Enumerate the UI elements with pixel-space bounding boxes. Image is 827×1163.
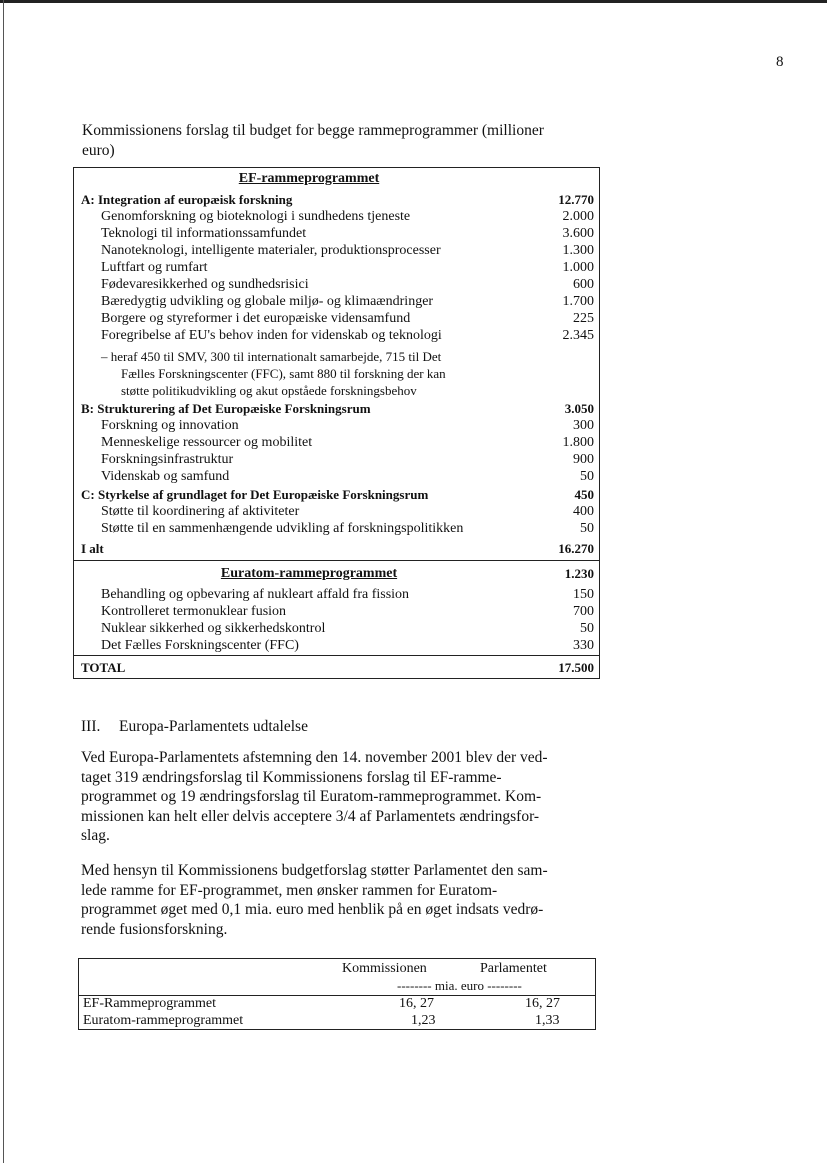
table-row: [74, 242, 599, 259]
row-value: 50: [580, 621, 594, 636]
row-label: Videnskab og samfund: [101, 469, 230, 484]
section-c-row: [74, 486, 599, 503]
paragraph-line: programmet øget med 0,1 mia. euro med henblik på en øget indsats vedrø-: [81, 901, 544, 918]
paragraph-line: Ved Europa-Parlamentets afstemning den 14. november 2001 blev der ved-: [81, 749, 548, 766]
unit-label: -------- mia. euro --------: [397, 978, 522, 993]
table-row: [74, 310, 599, 327]
row-value: 50: [580, 521, 594, 536]
ef-heading-row: [74, 170, 599, 187]
table-row: [74, 468, 599, 485]
section-b-label: B: Strukturering af Det Europæiske Forskningsrum: [81, 401, 371, 416]
total-label: TOTAL: [81, 660, 126, 675]
section-c-label: C: Styrkelse af grundlaget for Det Europæiske Forskningsrum: [81, 487, 429, 502]
row-value: 225: [573, 311, 594, 326]
table-row: [74, 208, 599, 225]
euratom-value: 1.230: [564, 566, 594, 581]
row-value: 2.345: [562, 328, 594, 343]
row-value: 2.000: [562, 209, 594, 224]
paragraph-budget: [81, 861, 586, 939]
table-row: [74, 637, 599, 654]
kommissionen-value: 1,23: [411, 1013, 436, 1028]
row-label: Euratom-rammeprogrammet: [83, 1013, 244, 1028]
total-value: 17.500: [558, 660, 594, 675]
budget-table: [73, 167, 600, 679]
row-value: 600: [573, 277, 594, 292]
row-label: Teknologi til informationssamfundet: [101, 226, 307, 241]
euratom-heading: Euratom-rammeprogrammet: [220, 566, 398, 581]
intro-line-2: euro): [82, 142, 115, 159]
row-label: Støtte til en sammenhængende udvikling af forskningspolitikken: [101, 521, 464, 536]
row-value: 1.800: [562, 435, 594, 450]
table-row: [74, 434, 599, 451]
row-label: EF-Rammeprogrammet: [83, 996, 216, 1011]
row-label: Fødevaresikkerhed og sundhedsrisici: [101, 277, 309, 292]
left-scan-border: [3, 0, 4, 1163]
ef-heading: EF-rammeprogrammet: [238, 171, 380, 186]
row-label: Foregribelse af EU's behov inden for videnskab og teknologi: [101, 328, 442, 343]
table-row: [74, 586, 599, 603]
table-divider: [74, 560, 599, 561]
parlamentet-value: 16, 27: [525, 996, 560, 1011]
table-row: [74, 327, 599, 344]
row-label: Menneskelige ressourcer og mobilitet: [101, 435, 313, 450]
row-label: Forskning og innovation: [101, 418, 239, 433]
parlamentet-value: 1,33: [535, 1013, 560, 1028]
top-scan-border: [0, 0, 827, 3]
note-line: støtte politikudvikling og akut opståede forskningsbehov: [121, 383, 417, 398]
row-value: 150: [573, 587, 594, 602]
row-value: 3.600: [562, 226, 594, 241]
row-label: Behandling og opbevaring af nukleart affald fra fission: [101, 587, 410, 602]
total-row: [74, 659, 599, 676]
table-divider: [74, 655, 599, 656]
row-value: 400: [573, 504, 594, 519]
row-value: 1.700: [562, 294, 594, 309]
section-b-row: [74, 400, 599, 417]
section-number: III.: [81, 718, 101, 735]
row-value: 900: [573, 452, 594, 467]
row-value: 330: [573, 638, 594, 653]
paragraph-line: programmet og 19 ændringsforslag til Euratom-rammeprogrammet. Kom-: [81, 788, 542, 805]
section-title: Europa-Parlamentets udtalelse: [119, 718, 308, 735]
table-row: [74, 451, 599, 468]
note-line: Fælles Forskningscenter (FFC), samt 880 til forskning der kan: [121, 366, 446, 381]
row-label: Bæredygtig udvikling og globale miljø- og klimaændringer: [101, 294, 434, 309]
paragraph-line: taget 319 ændringsforslag til Kommissionens forslag til EF-ramme-: [81, 768, 502, 786]
ialt-label: I alt: [81, 541, 104, 556]
table-row: [74, 417, 599, 434]
row-label: Nanoteknologi, intelligente materialer, produktionsprocesser: [101, 243, 441, 258]
section-b-value: 3.050: [564, 401, 594, 416]
paragraph-line: rende fusionsforskning.: [81, 920, 228, 938]
row-label: Genomforskning og bioteknologi i sundhedens tjeneste: [101, 209, 411, 224]
page-number: 8: [776, 54, 784, 70]
allocation-note: [101, 348, 521, 399]
row-label: Borgere og styreformer i det europæiske vidensamfund: [101, 311, 411, 326]
table-row: [74, 603, 599, 620]
section-a-label: A: Integration af europæisk forskning: [81, 192, 293, 207]
table-row: [74, 520, 599, 537]
row-label: Forskningsinfrastruktur: [101, 452, 234, 467]
table-row: [74, 225, 599, 242]
row-value: 300: [573, 418, 594, 433]
row-label: Støtte til koordinering af aktiviteter: [101, 504, 300, 519]
section-a-row: [74, 191, 599, 208]
paragraph-vote: [81, 748, 586, 846]
paragraph-line: missionen kan helt eller delvis acceptere 3/4 af Parlamentets ændringsfor-: [81, 807, 540, 825]
table-row: [74, 276, 599, 293]
kommissionen-value: 16, 27: [399, 996, 434, 1011]
budget-intro-text: [82, 121, 592, 161]
row-label: Det Fælles Forskningscenter (FFC): [101, 638, 299, 653]
paragraph-line: lede ramme for EF-programmet, men ønsker rammen for Euratom-: [81, 881, 498, 899]
paragraph-line: slag.: [81, 827, 110, 844]
table-row: [74, 620, 599, 637]
section-a-value: 12.770: [558, 192, 594, 207]
col-header-kommissionen: Kommissionen: [342, 961, 427, 976]
intro-line-1: Kommissionens forslag til budget for begge rammeprogrammer (millioner: [82, 122, 544, 139]
row-label: Kontrolleret termonuklear fusion: [101, 604, 287, 619]
row-value: 1.000: [562, 260, 594, 275]
comparison-table: [78, 958, 596, 1030]
row-value: 700: [573, 604, 594, 619]
table-row: [74, 293, 599, 310]
row-label: Nuklear sikkerhed og sikkerhedskontrol: [101, 621, 326, 636]
section-c-value: 450: [574, 487, 594, 502]
euratom-heading-row: [74, 565, 599, 582]
table-row: [74, 259, 599, 276]
note-line: – heraf 450 til SMV, 300 til internationalt samarbejde, 715 til Det: [101, 349, 442, 364]
ialt-value: 16.270: [558, 541, 594, 556]
paragraph-line: Med hensyn til Kommissionens budgetforslag støtter Parlamentet den sam-: [81, 862, 548, 879]
section-heading: [81, 718, 308, 736]
col-header-parlamentet: Parlamentet: [480, 961, 547, 976]
row-label: Luftfart og rumfart: [101, 260, 208, 275]
table-row: [74, 503, 599, 520]
row-value: 1.300: [562, 243, 594, 258]
row-value: 50: [580, 469, 594, 484]
ialt-row: [74, 540, 599, 557]
